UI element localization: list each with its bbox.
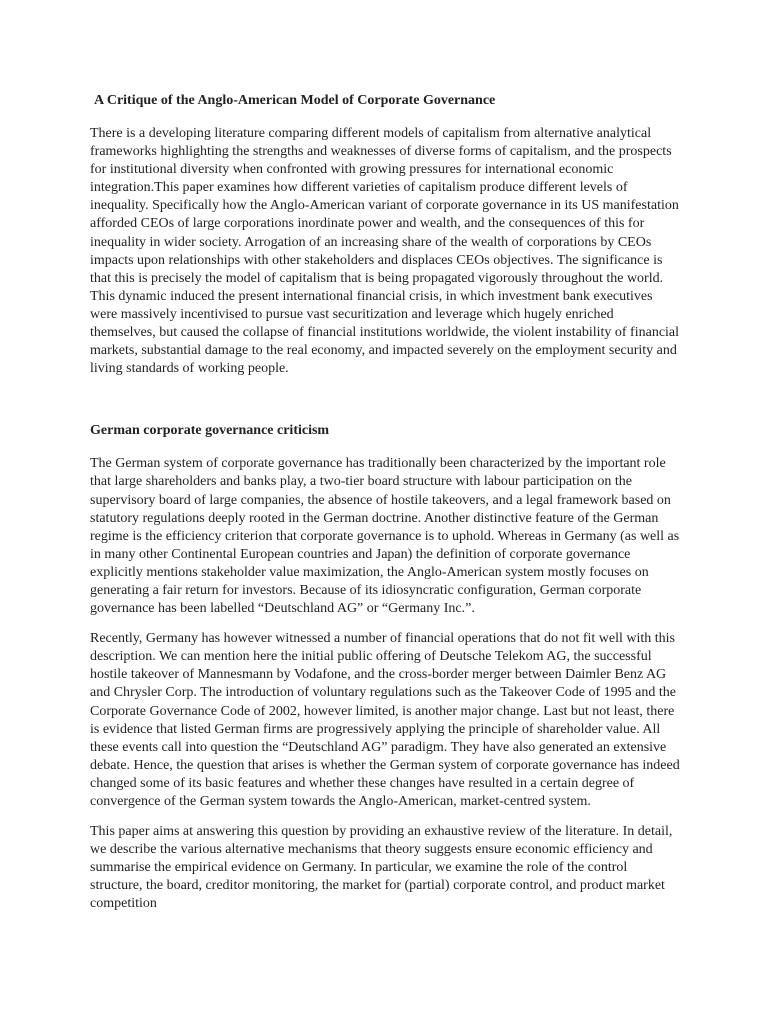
section-spacer <box>90 390 682 422</box>
document-page <box>90 92 682 926</box>
body-paragraph: This paper aims at answering this question by providing an exhaustive review of the literature. In detail, we describe the various alternative mechanisms that theory suggests ensure economic efficiency and summarise the empirical evidence on Germany. In particular, we examine the role of the control structure, the board, creditor monitoring, the market for (partial) corporate control, and product market competition <box>90 824 673 912</box>
intro-paragraph: There is a developing literature comparing different models of capitalism from alternative analytical frameworks highlighting the strengths and weaknesses of diverse forms of capitalism, and the prospects for institutional diversity when confronted with growing pressures for international economic integration.This paper examines how different varieties of capitalism produce different levels of inequality. Specifically how the Anglo-American variant of corporate governance in its US manifestation afforded CEOs of large corporations inordinate power and wealth, and the consequences of this for inequality in wider society. Arrogation of an increasing share of the wealth of corporations by CEOs impacts upon relationships with other stakeholders and displaces CEOs objectives. The significance is that this is precisely the model of capitalism that is being propagated vigorously throughout the world. This dynamic induced the present international financial crisis, in which investment bank executives were massively incentivised to pursue vast securitization and leverage which hugely enriched themselves, but caused the collapse of financial institutions worldwide, the violent instability of financial markets, substantial damage to the real economy, and impacted severely on the employment security and living standards of working people. <box>90 126 680 377</box>
body-paragraph: Recently, Germany has however witnessed a number of financial operations that do not fit well with this description. We can mention here the initial public offering of Deutsche Telekom AG, the successful hostile takeover of Mannesmann by Vodafone, and the cross-border merger between Daimler Benz AG and Chrysler Corp. The introduction of voluntary regulations such as the Takeover Code of 1995 and the Corporate Governance Code of 2002, however limited, is another major change. Last but not least, there is evidence that listed German firms are progressively applying the principle of shareholder value. All these events call into question the “Deutschland AG” paradigm. They have also generated an extensive debate. Hence, the question that arises is whether the German system of corporate governance has indeed changed some of its basic features and whether these changes have resulted in a certain degree of convergence of the German system towards the Anglo-American, market-centred system. <box>90 631 680 809</box>
body-paragraph: The German system of corporate governance has traditionally been characterized by the important role that large shareholders and banks play, a two-tier board structure with labour participation on the supervisory board of large companies, the absence of hostile takeovers, and a legal framework based on statutory regulations deeply rooted in the German doctrine. Another distinctive feature of the German regime is the efficiency criterion that corporate governance is to uphold. Whereas in Germany (as well as in many other Continental European countries and Japan) the definition of corporate governance explicitly mentions stakeholder value maximization, the Anglo-American system mostly focuses on generating a fair return for investors. Because of its idiosyncratic configuration, German corporate governance has been labelled “Deutschland AG” or “Germany Inc.”. <box>90 456 680 617</box>
section-heading: German corporate governance criticism <box>90 423 330 439</box>
document-title: A Critique of the Anglo-American Model of Corporate Governance <box>94 93 496 108</box>
